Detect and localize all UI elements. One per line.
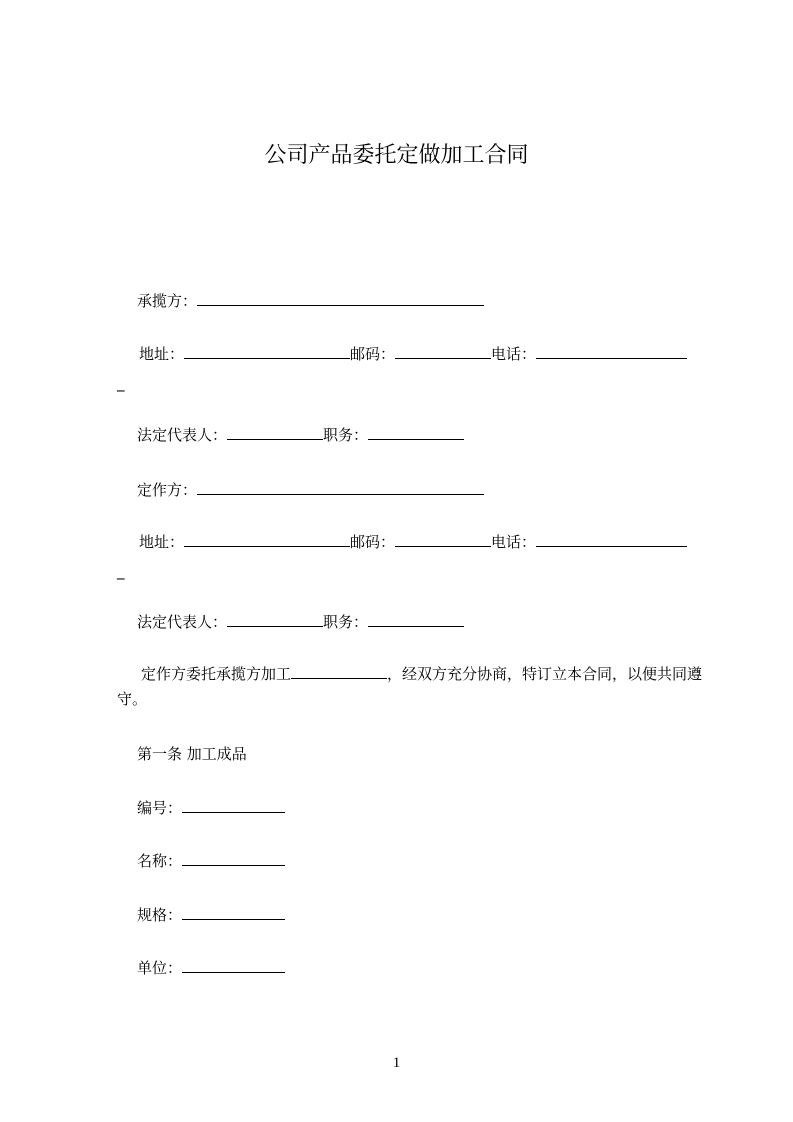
field-name-label: 名称： xyxy=(137,852,183,870)
contractor-postcode-label: 邮码： xyxy=(350,345,396,363)
client-label: 定作方： xyxy=(137,481,198,499)
field-spec-label: 规格： xyxy=(137,906,183,924)
contractor-label: 承揽方： xyxy=(137,292,198,310)
field-unit-blank[interactable] xyxy=(182,957,285,973)
field-unit-label: 单位： xyxy=(137,959,183,977)
client-position-label: 职务： xyxy=(323,613,369,631)
intro-product-blank[interactable] xyxy=(291,663,387,679)
client-postcode-blank[interactable] xyxy=(395,531,491,547)
contractor-phone-blank[interactable] xyxy=(536,343,687,359)
contractor-position-label: 职务： xyxy=(323,426,369,444)
client-phone-label: 电话： xyxy=(491,533,537,551)
client-postcode-label: 邮码： xyxy=(350,533,396,551)
field-spec-blank[interactable] xyxy=(182,904,285,920)
field-unit-line xyxy=(137,957,285,979)
intro-paragraph xyxy=(117,662,717,712)
client-rep-line xyxy=(137,611,464,633)
client-position-blank[interactable] xyxy=(368,611,464,627)
field-number-line xyxy=(137,797,285,819)
contractor-address-label: 地址： xyxy=(139,345,185,363)
client-address-line xyxy=(139,531,687,553)
client-address-blank[interactable] xyxy=(184,531,350,547)
contractor-address-line xyxy=(139,343,687,365)
contractor-address-tail: _ xyxy=(117,374,125,392)
client-rep-blank[interactable] xyxy=(227,611,323,627)
intro-part1: 定作方委托承揽方加工 xyxy=(141,665,292,683)
contractor-line xyxy=(137,290,484,312)
contractor-rep-blank[interactable] xyxy=(227,424,323,440)
client-line xyxy=(137,479,484,501)
client-address-tail: _ xyxy=(117,562,125,580)
contractor-position-blank[interactable] xyxy=(368,424,464,440)
field-number-label: 编号： xyxy=(137,799,183,817)
field-spec-line xyxy=(137,904,285,926)
contractor-rep-label: 法定代表人： xyxy=(137,426,228,444)
contractor-address-blank[interactable] xyxy=(184,343,350,359)
client-blank[interactable] xyxy=(197,479,484,495)
client-rep-label: 法定代表人： xyxy=(137,613,228,631)
article-1-heading: 第一条 加工成品 xyxy=(137,745,247,763)
client-address-label: 地址： xyxy=(139,533,185,551)
field-name-line xyxy=(137,850,285,872)
contractor-phone-label: 电话： xyxy=(491,345,537,363)
page-number: 1 xyxy=(392,1055,401,1071)
contractor-rep-line xyxy=(137,424,464,446)
document-title: 公司产品委托定做加工合同 xyxy=(264,143,529,168)
intro-part2: ，经双方充分协商，特订立本合同，以便共同遵守。 xyxy=(117,665,703,708)
client-phone-blank[interactable] xyxy=(536,531,687,547)
field-number-blank[interactable] xyxy=(182,797,285,813)
contractor-postcode-blank[interactable] xyxy=(395,343,491,359)
field-name-blank[interactable] xyxy=(182,850,285,866)
contractor-blank[interactable] xyxy=(197,290,484,306)
